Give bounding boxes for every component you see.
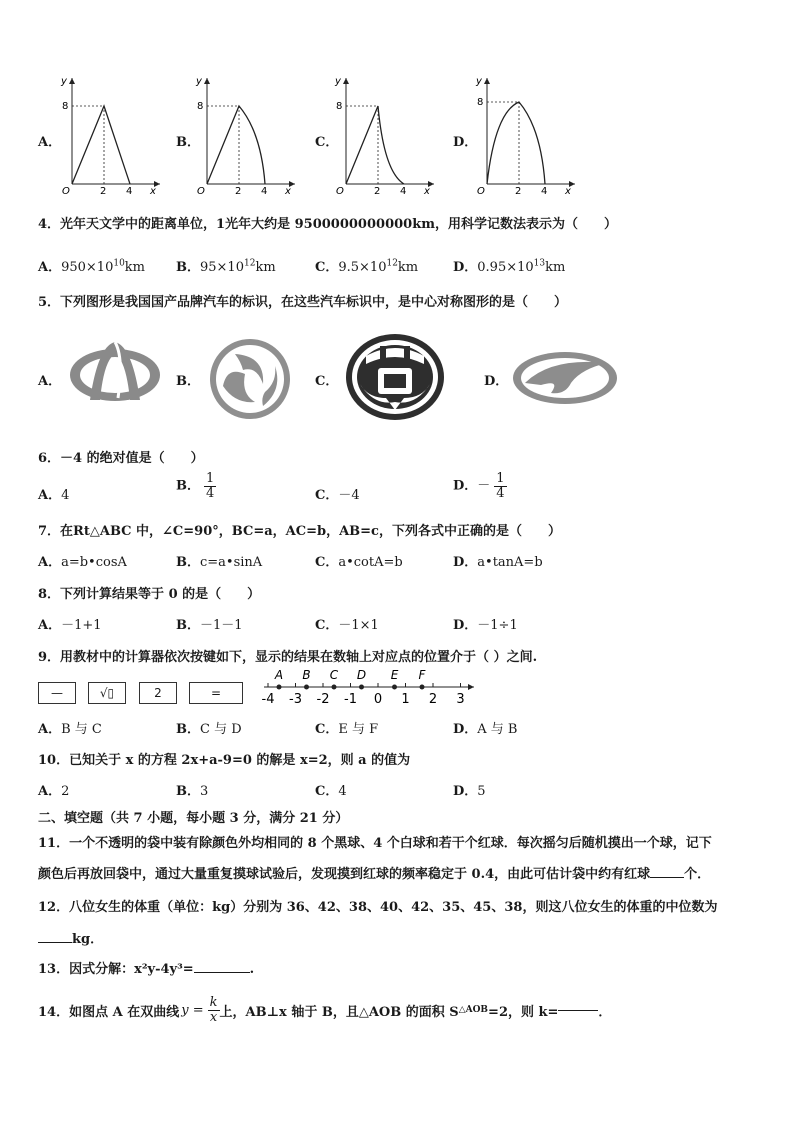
q3c-y-tick: 8	[336, 101, 343, 112]
number-line-point	[420, 685, 425, 690]
q3-option-d-label[interactable]: D．	[453, 135, 478, 150]
q5-option-b-label[interactable]: B．	[176, 374, 200, 389]
calc-key-equals[interactable]: =	[189, 682, 243, 704]
calc-key-sqrt[interactable]: √▯	[88, 682, 126, 704]
swirl-logo-icon	[205, 336, 295, 426]
q10-option-c-label: C．	[315, 784, 339, 799]
q3b-y-tick: 8	[197, 101, 204, 112]
q4-b-mant: 95×10	[200, 260, 244, 275]
q10-option-a-label: A．	[38, 784, 62, 799]
q3c-x-tick1: 2	[374, 186, 381, 194]
q5-stem: 5．下列图形是我国国产品牌汽车的标识，在这些汽车标识中，是中心对称图形的是（ ）	[38, 295, 568, 310]
q6-option-c-label: C．	[315, 488, 339, 503]
number-line-tick-label: -2	[316, 692, 330, 707]
q6-c-text: －4	[338, 488, 360, 503]
q4-option-d[interactable]	[453, 256, 565, 275]
q4-option-c[interactable]	[315, 256, 418, 275]
q4-b-exp: 12	[243, 258, 256, 269]
q8-option-a[interactable]	[38, 614, 102, 633]
q7-c-text: a•cotA=b	[338, 555, 403, 570]
q6-d-den: 4	[496, 485, 505, 501]
q8-option-c[interactable]	[315, 614, 379, 633]
q6-option-b-label: B．	[176, 478, 200, 494]
q4-stem: 4．光年天文学中的距离单位，1光年大约是 9500000000000km，用科学记数法表示为（ ）	[38, 217, 617, 232]
q10-c-text: 4	[338, 784, 347, 799]
q10-a-text: 2	[61, 784, 70, 799]
q4-option-d-label: D．	[453, 260, 478, 275]
q5-option-a-label[interactable]: A．	[38, 374, 62, 389]
q10-option-c[interactable]	[315, 780, 347, 799]
q13-answer-blank[interactable]	[194, 972, 250, 973]
number-line-tick-label: 2	[428, 692, 438, 707]
q14-mid: 上，AB⊥x 轴于 B，且△AOB 的面积 S	[219, 1004, 459, 1020]
q9-option-d-label: D．	[453, 722, 478, 737]
q7-d-text: a•tanA=b	[477, 555, 543, 570]
q10-option-d-label: D．	[453, 784, 478, 799]
q3-option-a-label[interactable]: A．	[38, 135, 62, 150]
q9-b-text: C 与 D	[200, 722, 242, 737]
q12-answer-blank[interactable]	[38, 942, 72, 943]
q8-option-a-label: A．	[38, 618, 62, 633]
q8-d-text: －1÷1	[477, 618, 518, 633]
q14-answer-blank[interactable]	[558, 1010, 598, 1011]
q10-d-text: 5	[477, 784, 486, 799]
q3b-x-tick1: 2	[235, 186, 242, 194]
q3-graph-b	[193, 72, 303, 198]
q13-end: .	[249, 962, 255, 977]
q6-option-d[interactable]	[453, 472, 507, 500]
q12-line2	[38, 928, 103, 947]
q9-a-text: B 与 C	[61, 722, 102, 737]
q3d-origin: O	[477, 186, 485, 194]
q11-line2-end: 个．	[684, 867, 711, 882]
q3-option-b-label[interactable]: B．	[176, 135, 200, 150]
q4-a-unit: km	[124, 260, 146, 275]
q9-c-text: E 与 F	[338, 722, 379, 737]
q3a-x-tick2: 4	[126, 186, 133, 194]
q14-den: x	[209, 1009, 218, 1025]
q3d-y-label: y	[476, 76, 482, 87]
q10-option-b-label: B．	[176, 784, 200, 799]
q11-answer-blank[interactable]	[650, 877, 684, 878]
q3b-origin: O	[197, 186, 205, 194]
q14-line	[38, 996, 611, 1024]
q9-option-a-label: A．	[38, 722, 62, 737]
q6-d-fraction	[494, 472, 506, 500]
q4-d-exp: 13	[533, 258, 546, 269]
q13-text: 13．因式分解：x²y-4y³=	[38, 962, 194, 977]
q8-c-text: －1×1	[338, 618, 379, 633]
number-line-tick-label: -4	[261, 692, 275, 707]
q3a-x-tick1: 2	[100, 186, 107, 194]
q4-c-exp: 12	[386, 258, 398, 269]
q11-line1: 11．一个不透明的袋中装有除颜色外均相同的 8 个黑球、4 个白球和若干个红球．每次摇匀后随机摸出一个球，记下	[38, 836, 712, 851]
q3a-x-label: x	[150, 186, 156, 194]
q3b-x-label: x	[285, 186, 291, 194]
wing-logo-icon	[511, 349, 619, 411]
number-line-point-label: B	[302, 668, 311, 682]
q10-stem: 10．已知关于 x 的方程 2x+a-9=0 的解是 x=2，则 a 的值为	[38, 753, 411, 768]
q6-option-b[interactable]	[176, 472, 216, 500]
q3c-y-label: y	[335, 76, 341, 87]
q3d-x-tick2: 4	[541, 186, 548, 194]
q3b-y-label: y	[196, 76, 202, 87]
q8-stem: 8．下列计算结果等于 0 的是（ ）	[38, 587, 261, 602]
number-line-tick-label: -3	[289, 692, 302, 707]
q3b-x-tick2: 4	[261, 186, 268, 194]
section2-title: 二、填空题（共 7 小题，每小题 3 分，满分 21 分）	[38, 811, 349, 826]
number-line-tick-label: 3	[456, 692, 465, 707]
q4-option-a-label: A．	[38, 260, 62, 275]
q9-d-text: A 与 B	[477, 722, 518, 737]
q12-line2-end: kg．	[72, 932, 104, 947]
q6-stem: 6．－4 的绝对值是（ ）	[38, 451, 204, 466]
q6-d-sign: －	[477, 478, 491, 494]
q11-line2-text: 颜色后再放回袋中，通过大量重复摸球试验后，发现摸到红球的频率稳定于 0.4，由此可估计袋中约有红球	[38, 867, 651, 882]
q3a-y-label: y	[61, 76, 67, 87]
q3-graph-d	[473, 72, 583, 198]
calc-key-minus[interactable]: —	[38, 682, 76, 704]
q5-option-d-label[interactable]: D．	[484, 374, 509, 389]
number-line-tick-label: 1	[401, 692, 410, 707]
q9-option-c-label: C．	[315, 722, 339, 737]
q4-c-mant: 9.5×10	[338, 260, 387, 275]
q7-b-text: c=a•sinA	[200, 555, 263, 570]
q12-line1: 12．八位女生的体重（单位：kg）分别为 36、42、38、40、42、35、45、38，则这八位女生的体重的中位数为	[38, 900, 718, 915]
number-line-point-label: D	[356, 668, 367, 682]
number-line-point-label: F	[418, 668, 426, 682]
number-line-tick-label: -1	[344, 692, 357, 707]
q7-option-a[interactable]	[38, 551, 127, 570]
q6-option-a[interactable]	[38, 484, 69, 503]
q14-end: ．	[598, 1004, 612, 1020]
q7-option-c-label: C．	[315, 555, 339, 570]
number-line-tick-label: 0	[373, 692, 383, 707]
q3d-x-tick1: 2	[515, 186, 522, 194]
calc-key-2[interactable]: 2	[139, 682, 177, 704]
q7-stem: 7．在Rt△ABC 中，∠C=90°，BC=a，AC=b，AB=c，下列各式中正确的是（ ）	[38, 524, 561, 539]
q6-d-num: 1	[496, 471, 505, 486]
emblem-logo-icon	[344, 332, 446, 426]
q3-graph-c	[332, 72, 442, 198]
q4-option-b[interactable]	[176, 256, 276, 275]
q8-option-d-label: D．	[453, 618, 478, 633]
q6-option-c[interactable]	[315, 484, 360, 503]
q8-option-b-label: B．	[176, 618, 200, 633]
number-line-point-label: E	[390, 668, 399, 682]
q7-a-text: a=b•cosA	[61, 555, 127, 570]
q14-num: k	[209, 995, 218, 1010]
q4-option-a[interactable]	[38, 256, 145, 275]
q4-option-b-label: B．	[176, 260, 200, 275]
q5-option-c-label[interactable]: C．	[315, 374, 339, 389]
q9-option-a[interactable]	[38, 718, 102, 737]
q4-a-exp: 10	[113, 258, 125, 269]
q6-b-den: 4	[206, 485, 215, 501]
q4-d-mant: 0.95×10	[477, 260, 534, 275]
q8-a-text: －1+1	[61, 618, 102, 633]
q6-b-fraction	[204, 472, 216, 500]
q3d-x-label: x	[565, 186, 571, 194]
q14-post: =2，则 k=	[488, 1004, 559, 1020]
q3c-x-label: x	[424, 186, 430, 194]
q10-option-d[interactable]	[453, 780, 486, 799]
q9-option-c[interactable]	[315, 718, 378, 737]
q10-option-b[interactable]	[176, 780, 208, 799]
q6-option-a-label: A．	[38, 488, 62, 503]
q9-stem: 9．用教材中的计算器依次按键如下，显示的结果在数轴上对应点的位置介于（ ）之间.	[38, 650, 538, 665]
number-line-point	[392, 685, 397, 690]
q7-option-d[interactable]	[453, 551, 543, 570]
q9-option-b-label: B．	[176, 722, 200, 737]
q4-a-mant: 950×10	[61, 260, 114, 275]
q9-option-b[interactable]	[176, 718, 242, 737]
q3a-origin: O	[62, 186, 70, 194]
q7-option-c[interactable]	[315, 551, 403, 570]
q9-option-d[interactable]	[453, 718, 518, 737]
q4-b-unit: km	[255, 260, 276, 275]
q13-line	[38, 958, 254, 977]
q14-lhs: y =	[181, 1002, 204, 1018]
q8-option-c-label: C．	[315, 618, 339, 633]
q7-option-a-label: A．	[38, 555, 62, 570]
q9-number-line	[258, 667, 480, 711]
q3c-x-tick2: 4	[400, 186, 407, 194]
q7-option-b-label: B．	[176, 555, 200, 570]
number-line-point-label: C	[329, 668, 339, 682]
q6-option-d-label: D．	[453, 478, 478, 494]
number-line-point	[277, 685, 282, 690]
q3a-y-tick: 8	[62, 101, 69, 112]
number-line-point	[304, 685, 309, 690]
q3-graph-a	[58, 72, 168, 198]
q4-option-c-label: C．	[315, 260, 339, 275]
number-line-point	[359, 685, 364, 690]
q14-fraction	[208, 996, 220, 1024]
q3d-y-tick: 8	[477, 97, 484, 108]
q8-option-b[interactable]	[176, 614, 243, 633]
q4-d-unit: km	[545, 260, 566, 275]
q14-sub: △AOB	[458, 1005, 489, 1016]
q14-pre: 14．如图点 A 在双曲线	[38, 1004, 180, 1020]
number-line-point-label: A	[274, 668, 284, 682]
q8-option-d[interactable]	[453, 614, 518, 633]
q6-b-num: 1	[206, 471, 215, 486]
q7-option-b[interactable]	[176, 551, 262, 570]
q7-option-d-label: D．	[453, 555, 478, 570]
q4-c-unit: km	[397, 260, 419, 275]
q10-option-a[interactable]	[38, 780, 69, 799]
q11-line2	[38, 863, 710, 882]
q6-a-text: 4	[61, 488, 70, 503]
q3-option-c-label[interactable]: C．	[315, 135, 339, 150]
q10-b-text: 3	[200, 784, 209, 799]
q8-b-text: －1－1	[200, 618, 243, 633]
arch-logo-icon	[68, 338, 162, 416]
q3c-origin: O	[336, 186, 344, 194]
number-line-point	[332, 685, 337, 690]
